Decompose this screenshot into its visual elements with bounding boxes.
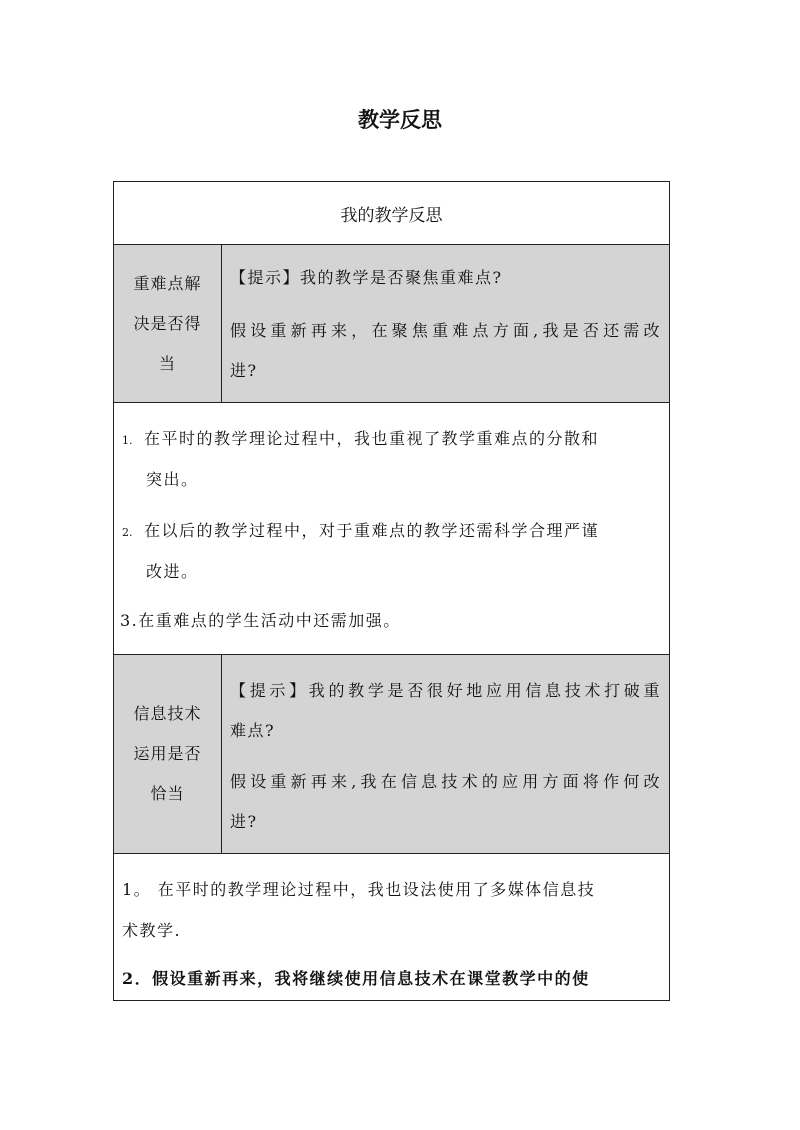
page-title: 教学反思	[358, 108, 442, 132]
section2-answer-continuation: 术教学.	[122, 921, 182, 940]
reflection-table	[113, 181, 670, 1001]
section2-label-cell	[114, 655, 222, 853]
section1-label: 重难点解 决是否得 当	[133, 273, 202, 373]
section2-answer-item: 2．假设重新再来，我将继续使用信息技术在课堂教学中的使	[122, 969, 590, 988]
section2-hint-line: 进?	[230, 812, 258, 831]
section2-answer-item: 1。 在平时的教学理论过程中，我也设法使用了多媒体信息技	[122, 880, 596, 899]
section2-label: 信息技术 运用是否 恰当	[133, 704, 202, 803]
section1-answer-item: 1. 在平时的教学理论过程中，我也重视了教学重难点的分散和	[122, 429, 600, 448]
section1-hint-line: 【提示】我的教学是否聚焦重难点?	[230, 268, 503, 287]
section1-answer-continuation: 改进。	[146, 562, 199, 581]
section1-answer-item: 3.在重难点的学生活动中还需加强。	[120, 611, 401, 630]
section2-hint-line: 假设重新再来,我在信息技术的应用方面将作何改	[230, 772, 661, 791]
section2-answer-row	[114, 854, 669, 1001]
list-number: 2.	[122, 526, 133, 539]
section2-hint-line: 【提示】我的教学是否很好地应用信息技术打破重	[230, 681, 661, 700]
section2-hint-line: 难点?	[230, 721, 276, 740]
table-header-text: 我的教学反思	[340, 205, 443, 226]
section1-answer-continuation: 突出。	[146, 470, 199, 489]
section1-label-cell	[114, 245, 222, 402]
section1-hint-line: 进?	[230, 361, 258, 380]
section1-prompt-row	[114, 245, 669, 403]
section1-hint-line: 假设重新再来，在聚焦重难点方面,我是否还需改	[230, 321, 661, 340]
table-header	[114, 182, 669, 245]
section1-answer-row	[114, 403, 669, 655]
section1-answer-item: 2. 在以后的教学过程中，对于重难点的教学还需科学合理严谨	[122, 521, 600, 540]
list-number: 1.	[122, 434, 133, 447]
section2-prompt-row	[114, 655, 669, 854]
